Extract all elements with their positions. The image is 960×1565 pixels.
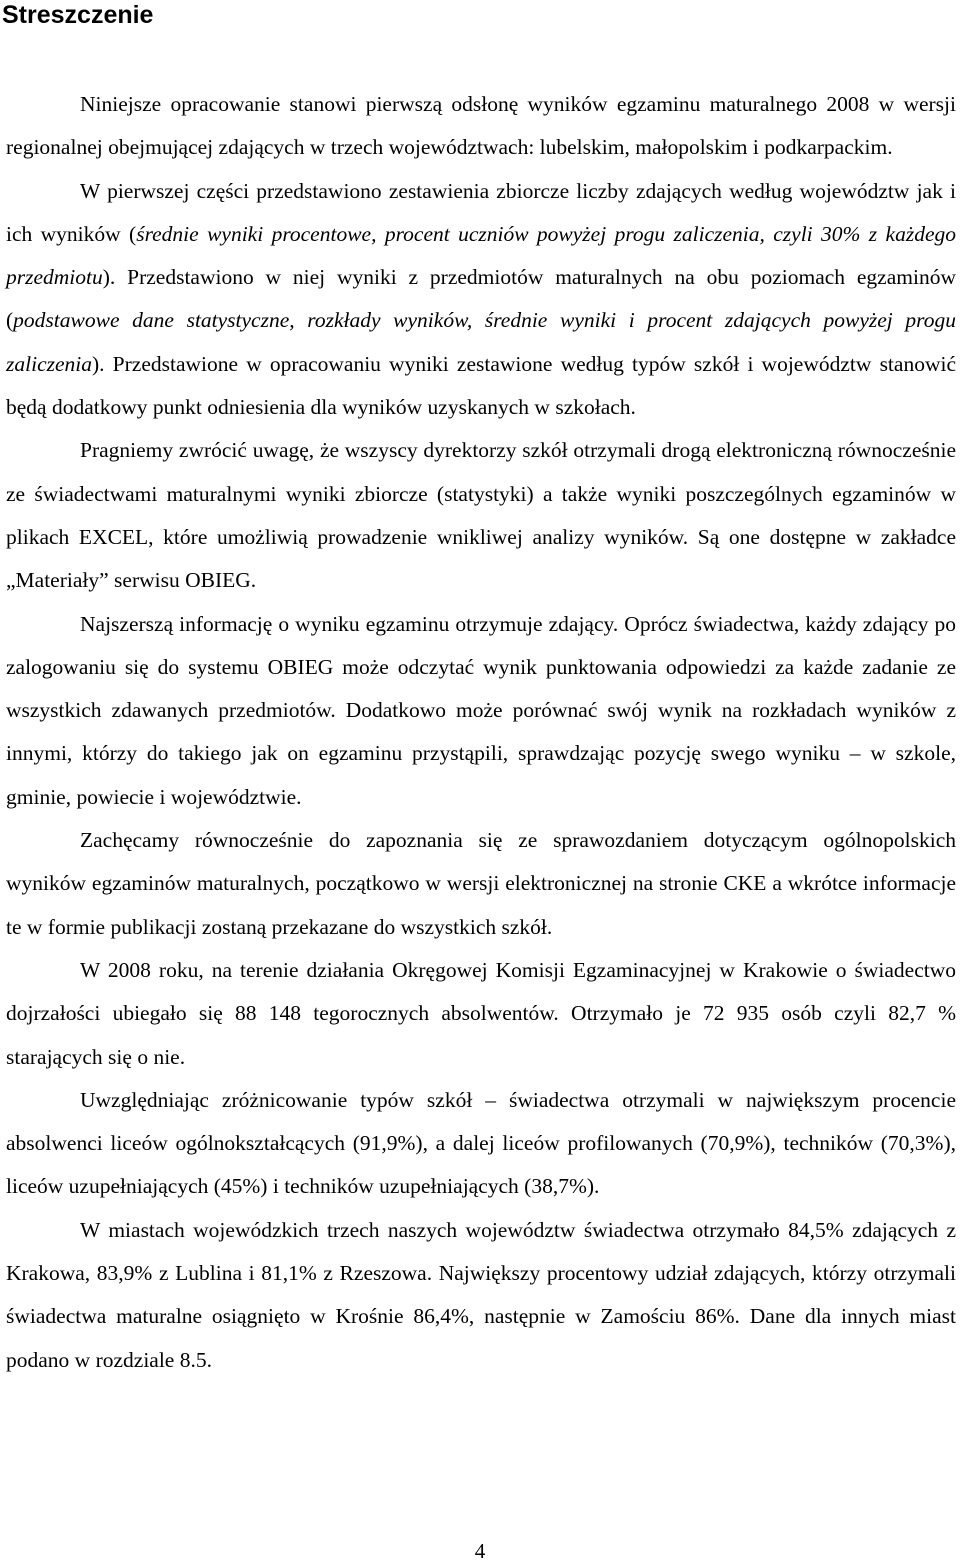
paragraph-text: W 2008 roku, na terenie działania Okręgowej Komisji Egzaminacyjnej w Krakowie o świadectwo dojrzałości ubiegało się 88 148 tegorocznych absolwentów. Otrzymało je 72 935 osób czyli 82,7 % starających się o nie. [6,957,956,1069]
paragraph-text: W miastach wojewódzkich trzech naszych województw świadectwa otrzymało 84,5% zdających z Krakowa, 83,9% z Lublina i 81,1% z Rzeszowa. Największy procentowy udział zdających, którzy otrzymali świadectwa maturalne osiągnięto w Krośnie 86,4%, następnie w Zamościu 86%. Dane dla innych miast podano w rozdziale 8.5. [6,1217,956,1372]
paragraph-directors [6,429,956,602]
summary-body [6,83,956,1382]
paragraph-candidate-info [6,603,956,819]
paragraph-text: Pragniemy zwrócić uwagę, że wszyscy dyrektorzy szkół otrzymali drogą elektroniczną równocześnie ze świadectwami maturalnymi wyniki zbiorcze (statystyki) a także wyniki poszczególnych egzaminów w plikach EXCEL, które umożliwią prowadzenie wnikliwej analizy wyników. Są one dostępne w zakładce „Materiały” serwisu OBIEG. [6,438,956,593]
paragraph-cke-report [6,819,956,949]
page-number: 4 [474,1539,486,1563]
paragraph-text: ). Przedstawiono w niej wyniki z przedmiotów maturalnych na obu poziomach egzaminów ( [6,265,956,333]
paragraph-2008-results [6,949,956,1079]
paragraph-text: Uwzględniając zróżnicowanie typów szkół – świadectwa otrzymali w największym procencie absolwenci liceów ogólnokształcących (91,9%), a dalej liceów profilowanych (70,9%), techników (70,3%), liceów uzupełniających (45%) i techników uzupełniających (38,7%). [6,1087,956,1199]
paragraph-italic-text: średnie wyniki procentowe, procent uczniów powyżej progu zaliczenia, czyli 30% z każdego przedmiotu [6,221,956,290]
page-title: Streszczenie [2,1,154,29]
paragraph-italic-text: podstawowe dane statystyczne, rozkłady wyników, średnie wyniki i procent zdających powyżej progu zaliczenia [6,308,956,376]
paragraph-intro [6,83,956,170]
paragraph-part-one [6,170,956,430]
paragraph-text: Najszerszą informację o wyniku egzaminu otrzymuje zdający. Oprócz świadectwa, każdy zdający po zalogowaniu się do systemu OBIEG może odczytać wynik punktowania odpowiedzi za każde zadanie ze wszystkich zdawanych przedmiotów. Dodatkowo może porównać swój wynik na rozkładach wyników z innymi, którzy do takiego jak on egzaminu przystąpili, sprawdzając pozycję swego wyniku – w szkole, gminie, powiecie i województwie. [6,611,956,809]
paragraph-text: Zachęcamy równocześnie do zapoznania się ze sprawozdaniem dotyczącym ogólnopolskich wyników egzaminów maturalnych, początkowo w wersji elektronicznej na stronie CKE a wkrótce informacje te w formie publikacji zostaną przekazane do wszystkich szkół. [6,828,956,939]
paragraph-cities [6,1209,956,1382]
paragraph-text: ). Przedstawione w opracowaniu wyniki zestawione według typów szkół i województw stanowić będą dodatkowy punkt odniesienia dla wyników uzyskanych w szkołach. [6,351,956,420]
paragraph-school-types [6,1079,956,1209]
paragraph-text: W pierwszej części przedstawiono zestawienia zbiorcze liczby zdających według województw jak i ich wyników ( [6,178,956,246]
paragraph-text: Niniejsze opracowanie stanowi pierwszą odsłonę wyników egzaminu maturalnego 2008 w wersji regionalnej obejmującej zdających w trzech województwach: lubelskim, małopolskim i podkarpackim. [6,92,956,160]
